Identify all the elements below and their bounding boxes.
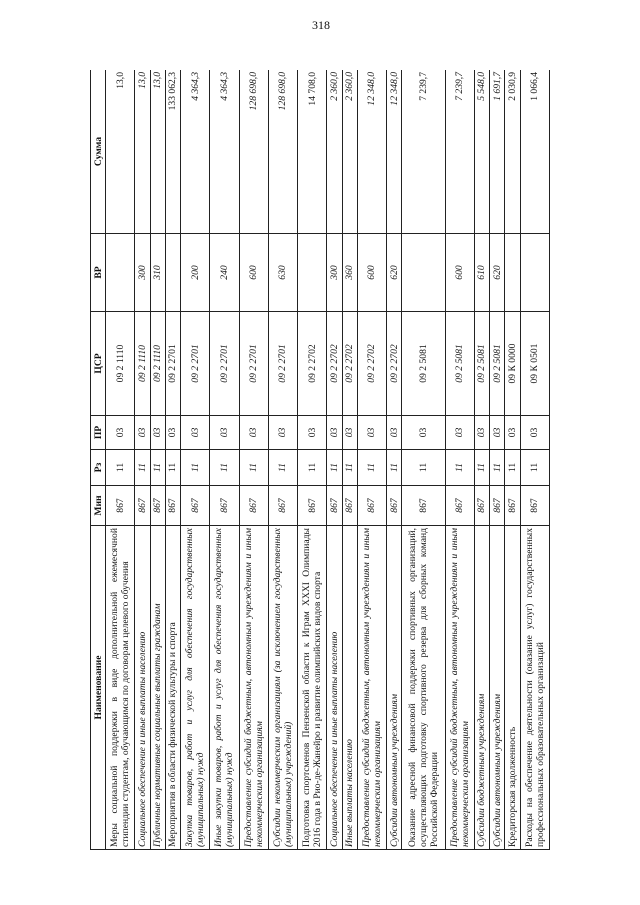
page-number: 318 [312,18,330,32]
cell-vr: 310 [150,234,165,312]
cell-sum: 128 698,0 [239,70,268,234]
cell-pr: 03 [474,416,489,450]
cell-vr: 600 [445,234,474,312]
cell-pr: 03 [520,416,549,450]
cell-sum: 13,0 [150,70,165,234]
cell-pr: 03 [210,416,239,450]
table-row [165,70,180,850]
cell-min: 867 [165,486,180,526]
cell-min: 867 [402,486,445,526]
cell-rz: 11 [505,450,520,486]
cell-csr: 09 2 2702 [342,312,357,416]
cell-rz: 11 [520,450,549,486]
cell-vr: 300 [135,234,150,312]
cell-min: 867 [490,486,505,526]
cell-vr: 600 [357,234,386,312]
cell-min: 867 [150,486,165,526]
cell-vr: 360 [342,234,357,312]
table-row [268,70,297,850]
table-row [402,70,445,850]
header-rz: Рз [91,450,106,486]
cell-name: Предоставление субсидий бюджетным, автономным учреждениям и иным некоммерческим организациям [357,526,386,850]
cell-name: Предоставление субсидий бюджетным, автономным учреждениям и иным некоммерческим организациям [445,526,474,850]
cell-pr: 03 [268,416,297,450]
header-name: Наименование [91,526,106,850]
cell-csr: 09 2 2702 [327,312,342,416]
cell-pr: 03 [387,416,402,450]
header-sum: Сумма [91,70,106,234]
cell-pr: 03 [150,416,165,450]
cell-rz: 11 [298,450,327,486]
table-body [106,70,550,850]
cell-min: 867 [268,486,297,526]
cell-rz: 11 [150,450,165,486]
cell-rz: 11 [327,450,342,486]
cell-vr [505,234,520,312]
cell-name: Субсидии автономным учреждениям [490,526,505,850]
table-row [106,70,135,850]
cell-pr: 03 [490,416,505,450]
cell-sum: 2 360,0 [342,70,357,234]
cell-vr: 240 [210,234,239,312]
cell-vr: 600 [239,234,268,312]
cell-min: 867 [181,486,210,526]
cell-min: 867 [342,486,357,526]
cell-csr: 09 2 2701 [181,312,210,416]
cell-sum: 12 348,0 [387,70,402,234]
cell-rz: 11 [474,450,489,486]
cell-csr: 09 2 2702 [357,312,386,416]
cell-name: Подготовка спортсменов Пензенской области к Играм XXXI Олимпиады 2016 года в Рио-де-Жанейро и развитие олимпийских видов спорта [298,526,327,850]
cell-sum: 4 364,3 [181,70,210,234]
table-row [327,70,342,850]
cell-rz: 11 [402,450,445,486]
header-min: Мин [91,486,106,526]
cell-sum: 7 239,7 [445,70,474,234]
cell-vr: 620 [490,234,505,312]
cell-rz: 11 [210,450,239,486]
cell-min: 867 [505,486,520,526]
cell-vr [520,234,549,312]
cell-min: 867 [135,486,150,526]
cell-min: 867 [239,486,268,526]
cell-name: Иные выплаты населению [342,526,357,850]
cell-vr: 610 [474,234,489,312]
table-row [150,70,165,850]
cell-rz: 11 [165,450,180,486]
cell-min: 867 [520,486,549,526]
table-row [298,70,327,850]
cell-name: Субсидии некоммерческим организациям (за исключением государственных (муниципальных) учреждений) [268,526,297,850]
cell-rz: 11 [387,450,402,486]
cell-sum: 1 066,4 [520,70,549,234]
cell-rz: 11 [342,450,357,486]
cell-name: Субсидии бюджетным учреждениям [474,526,489,850]
cell-sum: 7 239,7 [402,70,445,234]
cell-csr: 09 2 1110 [106,312,135,416]
table-row [490,70,505,850]
cell-vr: 630 [268,234,297,312]
cell-vr: 200 [181,234,210,312]
cell-sum: 14 708,0 [298,70,327,234]
cell-min: 867 [357,486,386,526]
cell-name: Оказание адресной финансовой поддержки спортивных организаций, осуществляющих подготовку спортивного резерва для сборных команд Российской Федерации [402,526,445,850]
table-row [239,70,268,850]
cell-name: Субсидии автономным учреждениям [387,526,402,850]
cell-rz: 11 [490,450,505,486]
cell-name: Социальное обеспечение и иные выплаты населению [327,526,342,850]
cell-sum: 12 348,0 [357,70,386,234]
cell-min: 867 [327,486,342,526]
cell-name: Закупка товаров, работ и услуг для обеспечения государственных (муниципальных) нужд [181,526,210,850]
cell-csr: 09 К 0501 [520,312,549,416]
cell-rz: 11 [135,450,150,486]
cell-vr [165,234,180,312]
cell-min: 867 [106,486,135,526]
cell-name: Расходы на обеспечение деятельности (оказание услуг) государственных профессиональных образовательных организаций [520,526,549,850]
cell-name: Предоставление субсидий бюджетным, автономным учреждениям и иным некоммерческим организациям [239,526,268,850]
cell-sum: 128 698,0 [268,70,297,234]
cell-csr: 09 2 2702 [387,312,402,416]
cell-sum: 13,0 [106,70,135,234]
table-row [505,70,520,850]
cell-rz: 11 [268,450,297,486]
cell-sum: 2 360,0 [327,70,342,234]
cell-csr: 09 2 2701 [239,312,268,416]
cell-rz: 11 [181,450,210,486]
cell-name: Публичные нормативные социальные выплаты гражданам [150,526,165,850]
cell-pr: 03 [106,416,135,450]
cell-vr: 620 [387,234,402,312]
cell-csr: 09 2 2701 [210,312,239,416]
cell-name: Меры социальной поддержки в виде дополнительной ежемесячной стипендии студентам, обучающимся по договорам целевого обучения [106,526,135,850]
table-row [387,70,402,850]
table-row [135,70,150,850]
cell-vr: 300 [327,234,342,312]
cell-vr [298,234,327,312]
cell-pr: 03 [342,416,357,450]
cell-vr [106,234,135,312]
cell-pr: 03 [327,416,342,450]
cell-sum: 4 364,3 [210,70,239,234]
cell-pr: 03 [402,416,445,450]
cell-pr: 03 [165,416,180,450]
cell-csr: 09 2 5081 [445,312,474,416]
cell-pr: 03 [298,416,327,450]
cell-pr: 03 [135,416,150,450]
table-row [474,70,489,850]
cell-csr: 09 2 5081 [402,312,445,416]
cell-csr: 09 2 5081 [490,312,505,416]
cell-sum: 5 548,0 [474,70,489,234]
cell-pr: 03 [505,416,520,450]
table-row [520,70,549,850]
cell-csr: 09 2 5081 [474,312,489,416]
cell-min: 867 [445,486,474,526]
table-row [357,70,386,850]
cell-csr: 09 2 2701 [165,312,180,416]
cell-pr: 03 [357,416,386,450]
cell-name: Мероприятия в области физической культуры и спорта [165,526,180,850]
cell-min: 867 [298,486,327,526]
cell-csr: 09 2 1110 [150,312,165,416]
table-row [342,70,357,850]
cell-pr: 03 [239,416,268,450]
cell-sum: 13,0 [135,70,150,234]
cell-pr: 03 [181,416,210,450]
cell-name: Социальное обеспечение и иные выплаты населению [135,526,150,850]
cell-rz: 11 [445,450,474,486]
cell-csr: 09 2 2701 [268,312,297,416]
cell-min: 867 [387,486,402,526]
table-header-row [91,70,106,850]
table-row [210,70,239,850]
budget-table [90,70,550,850]
cell-vr [402,234,445,312]
cell-rz: 11 [357,450,386,486]
cell-pr: 03 [445,416,474,450]
cell-sum: 133 062,3 [165,70,180,234]
header-pr: ПР [91,416,106,450]
cell-name: Иные закупки товаров, работ и услуг для обеспечения государственных (муниципальных) нужд [210,526,239,850]
cell-name: Кредиторская задолженность [505,526,520,850]
cell-csr: 09 К 0000 [505,312,520,416]
header-csr: ЦСР [91,312,106,416]
table-row [445,70,474,850]
cell-rz: 11 [239,450,268,486]
cell-rz: 11 [106,450,135,486]
cell-sum: 1 691,7 [490,70,505,234]
rotated-table-area [90,70,550,850]
cell-min: 867 [210,486,239,526]
cell-sum: 2 030,9 [505,70,520,234]
table-row [181,70,210,850]
header-vr: ВР [91,234,106,312]
cell-min: 867 [474,486,489,526]
cell-csr: 09 2 2702 [298,312,327,416]
cell-csr: 09 2 1110 [135,312,150,416]
